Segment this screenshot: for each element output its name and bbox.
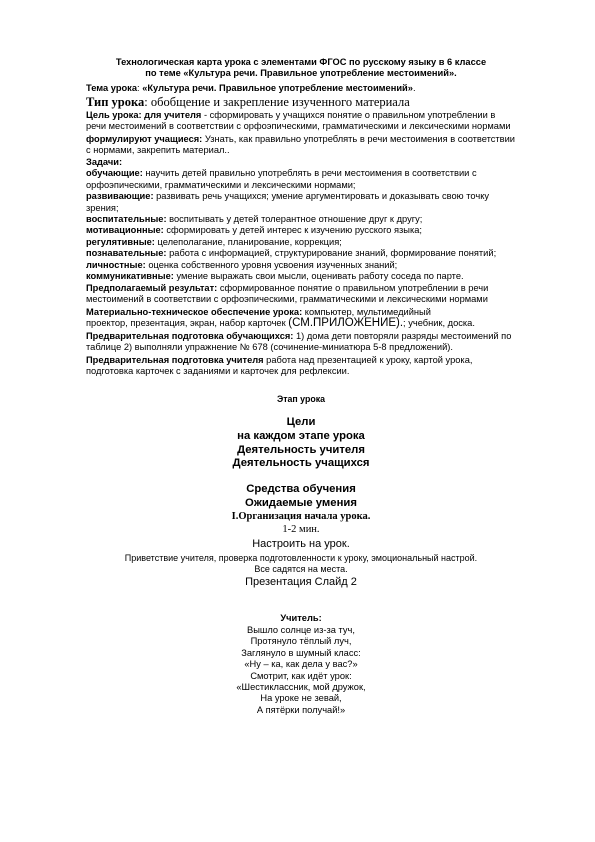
- poem-line: Вышло солнце из-за туч,: [247, 625, 355, 635]
- equipment-label: Материально-техническое обеспечение урока:: [86, 307, 303, 317]
- task-item: познавательные: работа с информацией, структурирование знаний, формирование понятий;: [86, 248, 497, 259]
- equipment-appendix: (СМ.ПРИЛОЖЕНИЕ).: [288, 317, 404, 330]
- skills-header: Ожидаемые умения: [245, 496, 357, 509]
- document-title: [86, 57, 516, 80]
- task-item: воспитательные: воспитывать у детей толерантное отношение друг к другу;: [86, 214, 423, 225]
- topic-label: Тема урока: [86, 83, 138, 93]
- poem-line: Смотрит, как идёт урок:: [250, 670, 352, 681]
- poem-line: Протянуло тёплый луч,: [250, 636, 352, 647]
- equipment-value-1: компьютер, мультимедийный: [304, 307, 431, 317]
- stage-1-means: Презентация Слайд 2: [245, 576, 357, 588]
- poem-line: Заглянуло в шумный класс:: [241, 647, 361, 658]
- task-item: мотивационные: сформировать у детей интерес к изучению русского языка;: [86, 225, 423, 236]
- task-item: коммуникативные: умение выражать свои мысли, оценивать работу соседа по парте.: [86, 271, 464, 282]
- stage-header: Этап урока: [276, 394, 326, 404]
- equipment-value-2: проектор, презентация, экран, набор карточек: [86, 318, 286, 329]
- tasks-section: [86, 157, 516, 282]
- stage-1-title: I.Организация начала урока.: [231, 511, 371, 522]
- result-value: сформированное понятие о правильном употреблении в речи местоимений в соответствии с орфоэпическими, грамматическими и лексическими нормами: [86, 283, 489, 305]
- poem-speaker: Учитель:: [280, 613, 322, 623]
- poem-line: А пятёрки получай!»: [256, 704, 346, 715]
- goals-header: Цели: [286, 416, 316, 428]
- title-line-2: по теме «Культура речи. Правильное употребление местоимений».: [145, 68, 457, 79]
- task-item: регулятивные: целеполагание, планирование, коррекция;: [86, 236, 342, 247]
- students-goal-row: [86, 134, 516, 157]
- tasks-label: Задачи:: [86, 157, 123, 167]
- prep-teacher-label: Предварительная подготовка учителя: [86, 355, 264, 365]
- poem-line: «Ну – ка, как дела у вас?»: [244, 659, 358, 670]
- poem-line: На уроке не зевай,: [260, 693, 342, 704]
- prep-teacher-row: [86, 355, 516, 378]
- goal-label: Цель урока: для учителя: [86, 110, 202, 120]
- equipment-value-3: ; учебник, доска.: [403, 318, 475, 329]
- stage-1-teacher: Приветствие учителя, проверка подготовленности к уроку, эмоциональный настрой.: [124, 553, 478, 563]
- students-header: Деятельность учащихся: [232, 457, 370, 470]
- topic-row: Тема урока: «Культура речи. Правильное употребление местоимений».: [86, 83, 416, 93]
- stage-1-students: Все садятся на места.: [254, 564, 348, 574]
- result-label: Предполагаемый результат:: [86, 283, 218, 293]
- goal-value: - сформировать у учащихся понятие о правильном употреблении в речи местоимений в соответствии с орфоэпическими, грамматическими и лексическими нормами: [86, 110, 511, 132]
- students-goal-value: Узнать, как правильно употреблять в речи местоимения в соответствии с нормами, закрепить материал..: [86, 134, 515, 156]
- task-item: обучающие: научить детей правильно употреблять в речи местоимения в соответствии с орфоэпическими, грамматическими и лексическими нормами;: [86, 168, 477, 190]
- stage-1-duration: 1-2 мин.: [282, 524, 320, 535]
- students-goal-label: формулируют учащиеся:: [86, 134, 203, 144]
- task-item: развивающие: развивать речь учащихся; умение аргументировать и доказывать свою точку зрения;: [86, 191, 490, 213]
- goal-row: [86, 110, 516, 133]
- type-value: обобщение и закрепление изученного материала: [150, 95, 410, 109]
- prep-students-row: [86, 331, 516, 354]
- prep-students-value: 1) дома дети повторяли разряды местоимений по таблице 2) выполняли упражнение № 678 (сочинение-миниатюра 5-8 предложений).: [86, 331, 512, 353]
- type-row: Тип урока: обобщение и закрепление изученного материала: [86, 95, 410, 109]
- result-row: [86, 283, 516, 306]
- column-headers-2: [86, 483, 516, 511]
- column-headers: [86, 416, 516, 471]
- poem: [86, 625, 516, 716]
- title-line-1: Технологическая карта урока с элементами ФГОС по русскому языку в 6 классе: [115, 57, 487, 67]
- equipment-row: [86, 307, 516, 330]
- goals-sub-header: на каждом этапе урока: [237, 429, 365, 442]
- topic-value: «Культура речи. Правильное употребление местоимений»: [142, 83, 413, 93]
- prep-teacher-value: работа над презентацией к уроку, картой урока, подготовка карточек с заданиями и карточек для рефлексии.: [86, 355, 473, 377]
- stage-1-goal: Настроить на урок.: [252, 538, 350, 550]
- poem-line: «Шестиклассник, мой дружок,: [236, 682, 366, 693]
- colon: :: [137, 83, 143, 93]
- type-label: Тип урока: [86, 95, 145, 109]
- means-header: Средства обучения: [246, 483, 356, 495]
- prep-students-label: Предварительная подготовка обучающихся:: [86, 331, 294, 341]
- task-item: личностные: оценка собственного уровня усвоения изученных знаний;: [86, 259, 398, 270]
- teacher-header: Деятельность учителя: [237, 443, 365, 456]
